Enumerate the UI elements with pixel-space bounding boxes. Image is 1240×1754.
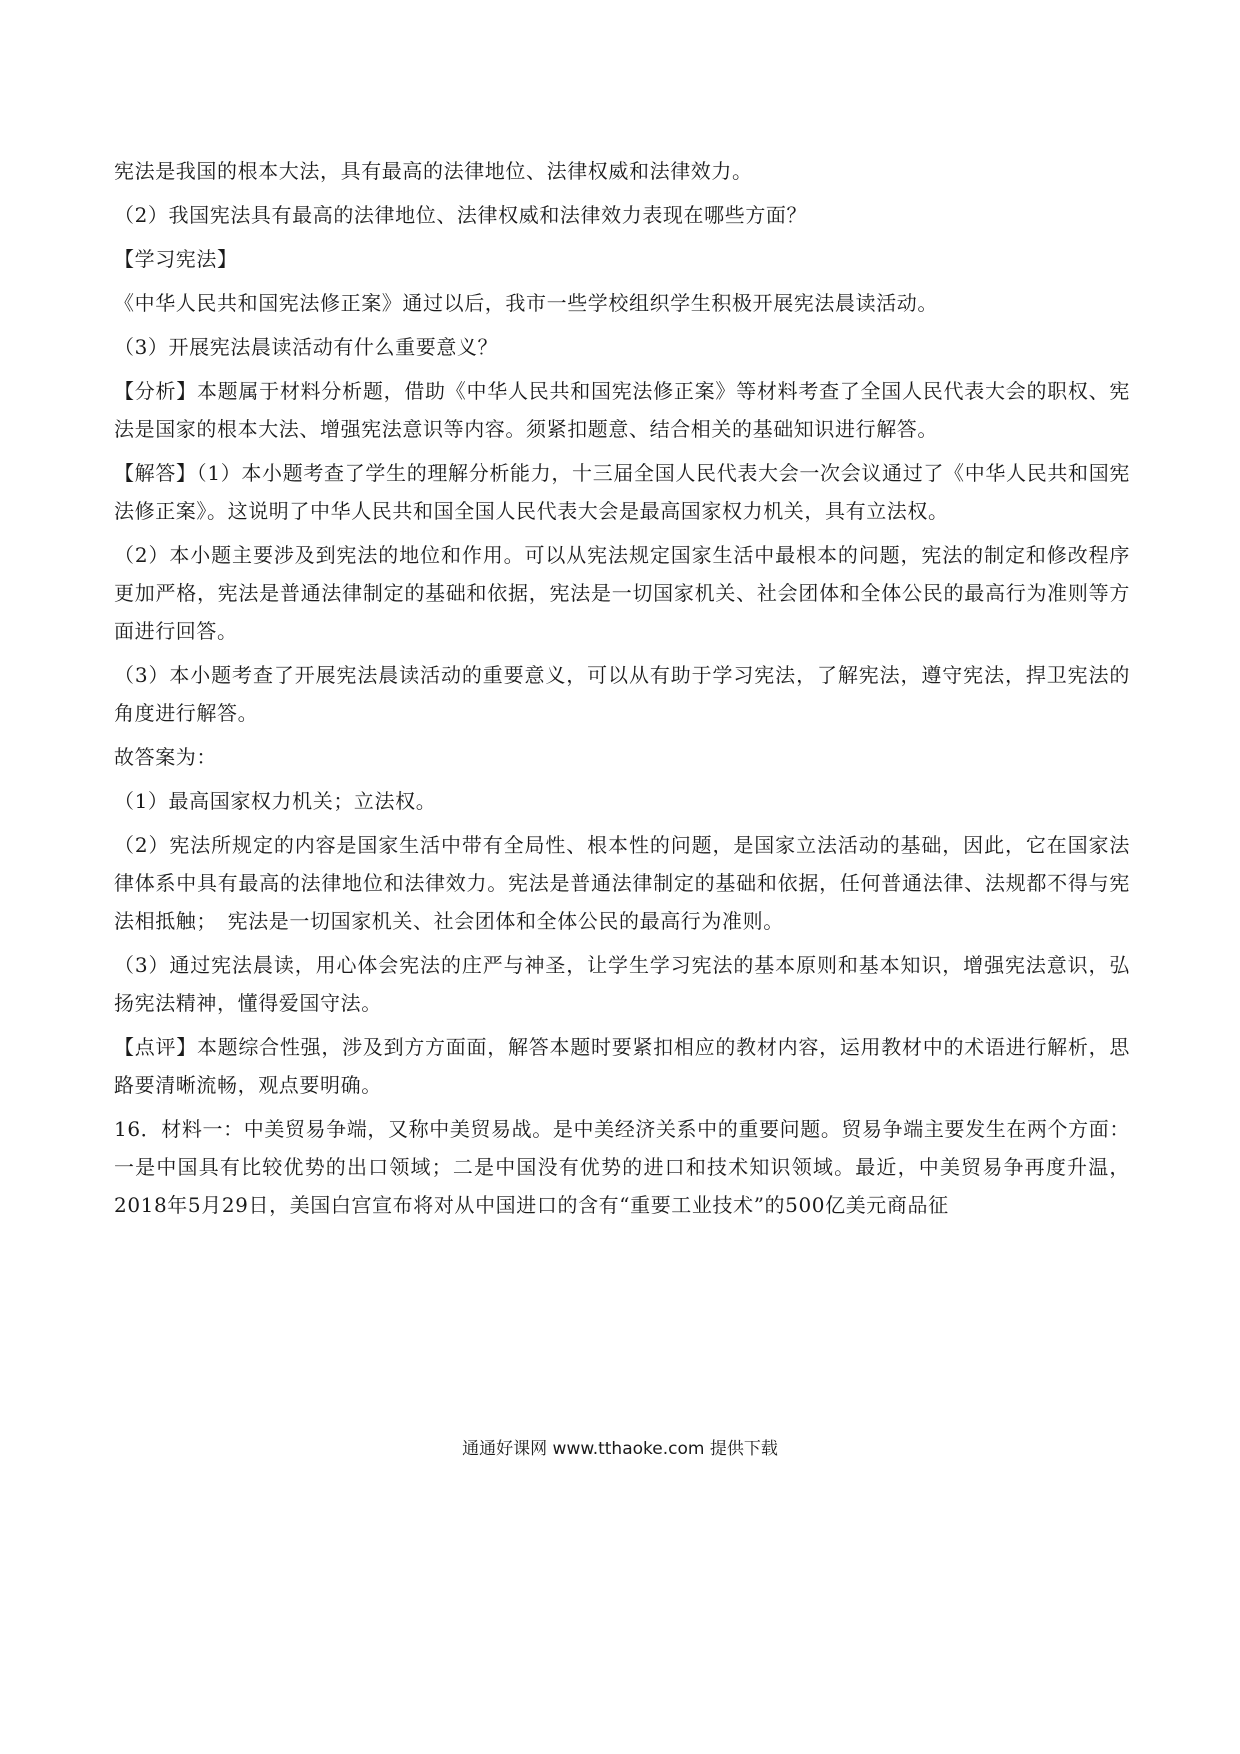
final-answer-2: （2）宪法所规定的内容是国家生活中带有全局性、根本性的问题，是国家立法活动的基础，因此，它在国家法律体系中具有最高的法律地位和法律效力。宪法是普通法律制定的基础和依据，任何普通法律、法规都不得与宪法相抵触； 宪法是一切国家机关、社会团体和全体公民的最高行为准则。 — [114, 833, 1130, 933]
section-heading-study-constitution: 【学习宪法】 — [114, 247, 238, 271]
paragraph-morning-reading: 《中华人民共和国宪法修正案》通过以后，我市一些学校组织学生积极开展宪法晨读活动。 — [114, 291, 938, 315]
final-answer-1: （1）最高国家权力机关；立法权。 — [114, 789, 437, 813]
answer-part-3: （3）本小题考查了开展宪法晨读活动的重要意义，可以从有助于学习宪法，了解宪法，遵守宪法，捍卫宪法的角度进行解答。 — [114, 663, 1130, 725]
question-16-material: 16．材料一：中美贸易争端，又称中美贸易战。是中美经济关系中的重要问题。贸易争端主要发生在两个方面：一是中国具有比较优势的出口领域；二是中国没有优势的进口和技术知识领域。最近，中美贸易争再度升温，2018年5月29日，美国白宫宣布将对从中国进口的含有“重要工业技术”的500亿美元商品征 — [114, 1117, 1130, 1217]
answer-part-1: 【解答】（1）本小题考查了学生的理解分析能力，十三届全国人民代表大会一次会议通过了《中华人民共和国宪法修正案》。这说明了中华人民共和国全国人民代表大会是最高国家权力机关，具有立法权。 — [114, 461, 1130, 523]
page-footer: 通通好课网 www.tthaoke.com 提供下载 — [462, 1439, 778, 1459]
question-2: （2）我国宪法具有最高的法律地位、法律权威和法律效力表现在哪些方面？ — [114, 203, 808, 227]
comment-paragraph: 【点评】本题综合性强，涉及到方方面面，解答本题时要紧扣相应的教材内容，运用教材中的术语进行解析，思路要清晰流畅，观点要明确。 — [114, 1035, 1130, 1097]
analysis-paragraph: 【分析】本题属于材料分析题，借助《中华人民共和国宪法修正案》等材料考查了全国人民代表大会的职权、宪法是国家的根本大法、增强宪法意识等内容。须紧扣题意、结合相关的基础知识进行解答。 — [114, 379, 1130, 441]
answer-part-2: （2）本小题主要涉及到宪法的地位和作用。可以从宪法规定国家生活中最根本的问题，宪法的制定和修改程序更加严格，宪法是普通法律制定的基础和依据，宪法是一切国家机关、社会团体和全体公民的最高行为准则等方面进行回答。 — [114, 543, 1130, 643]
document-body — [114, 152, 1130, 1224]
final-answer-3: （3）通过宪法晨读，用心体会宪法的庄严与神圣，让学生学习宪法的基本原则和基本知识，增强宪法意识，弘扬宪法精神，懂得爱国守法。 — [114, 953, 1130, 1015]
answer-intro: 故答案为： — [114, 745, 217, 769]
question-3: （3）开展宪法晨读活动有什么重要意义？ — [114, 335, 499, 359]
paragraph-constitution-statement: 宪法是我国的根本大法，具有最高的法律地位、法律权威和法律效力。 — [114, 159, 753, 183]
